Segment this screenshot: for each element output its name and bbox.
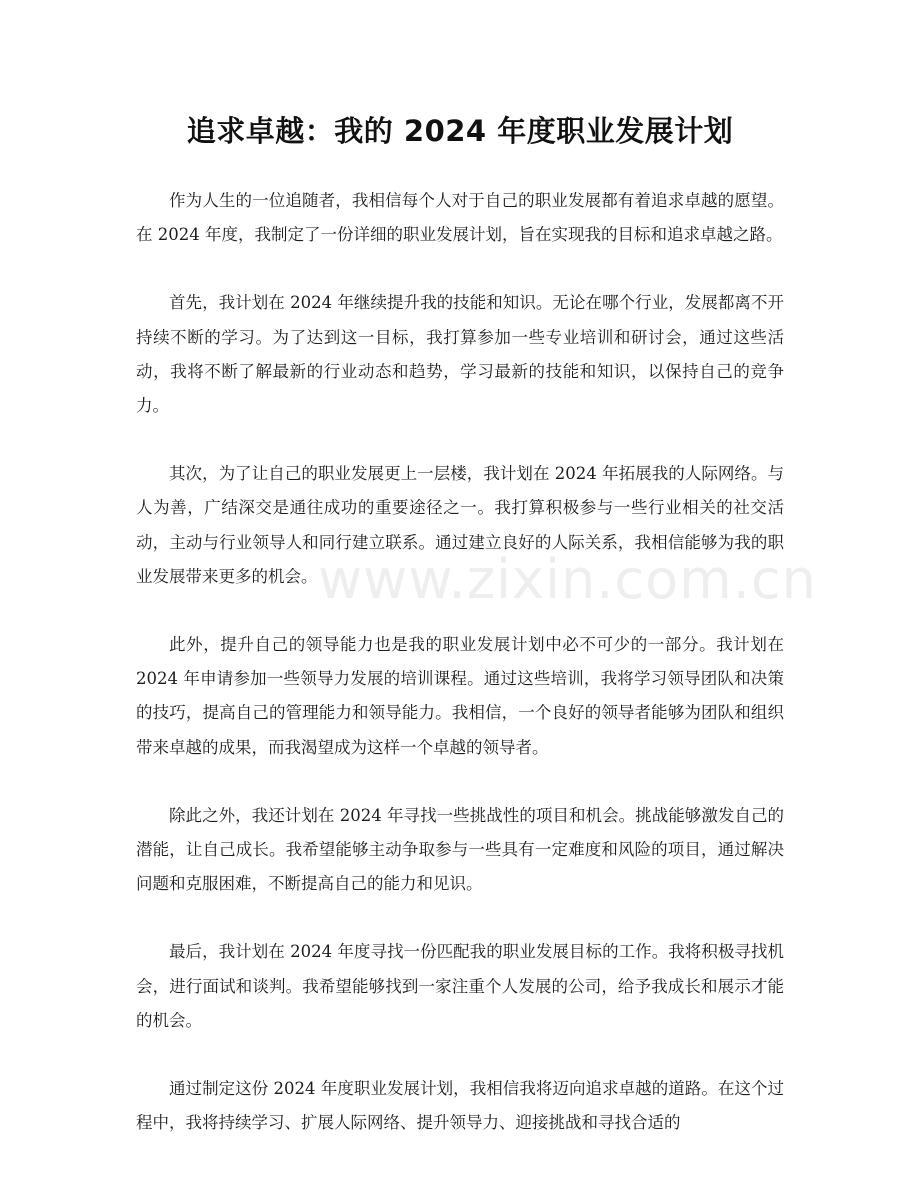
document-title: 追求卓越：我的 2024 年度职业发展计划 xyxy=(186,114,734,148)
paragraph-1: 作为人生的一位追随者，我相信每个人对于自己的职业发展都有着追求卓越的愿望。在 2024 年度，我制定了一份详细的职业发展计划，旨在实现我的目标和追求卓越之路。 xyxy=(136,191,784,245)
paragraph-7: 通过制定这份 2024 年度职业发展计划，我相信我将迈向追求卓越的道路。在这个过程中，我将持续学习、扩展人际网络、提升领导力、迎接挑战和寻找合适的 xyxy=(136,1079,784,1133)
paragraph-3: 其次，为了让自己的职业发展更上一层楼，我计划在 2024 年拓展我的人际网络。与人为善，广结深交是通往成功的重要途径之一。我打算积极参与一些行业相关的社交活动，主动与行业领导人和同行建立联系。通过建立良好的人际关系，我相信能够为我的职业发展带来更多的机会。 xyxy=(136,464,784,586)
paragraph-4: 此外，提升自己的领导能力也是我的职业发展计划中必不可少的一部分。我计划在 2024 年申请参加一些领导力发展的培训课程。通过这些培训，我将学习领导团队和决策的技巧，提高自己的管理能力和领导能力。我相信，一个良好的领导者能够为团队和组织带来卓越的成果，而我渴望成为这样一个卓越的领导者。 xyxy=(136,635,784,757)
document-body xyxy=(136,184,784,1174)
watermark-text: www.zixin.com.cn xyxy=(318,548,817,611)
paragraph-2: 首先，我计划在 2024 年继续提升我的技能和知识。无论在哪个行业，发展都离不开持续不断的学习。为了达到这一目标，我打算参加一些专业培训和研讨会，通过这些活动，我将不断了解最新的行业动态和趋势，学习最新的技能和知识，以保持自己的竞争力。 xyxy=(136,293,784,416)
paragraph-6: 最后，我计划在 2024 年度寻找一份匹配我的职业发展目标的工作。我将积极寻找机会，进行面试和谈判。我希望能够找到一家注重个人发展的公司，给予我成长和展示才能的机会。 xyxy=(136,942,784,1030)
paragraph-5: 除此之外，我还计划在 2024 年寻找一些挑战性的项目和机会。挑战能够激发自己的潜能，让自己成长。我希望能够主动争取参与一些具有一定难度和风险的项目，通过解决问题和克服困难，不断提高自己的能力和见识。 xyxy=(136,805,784,894)
